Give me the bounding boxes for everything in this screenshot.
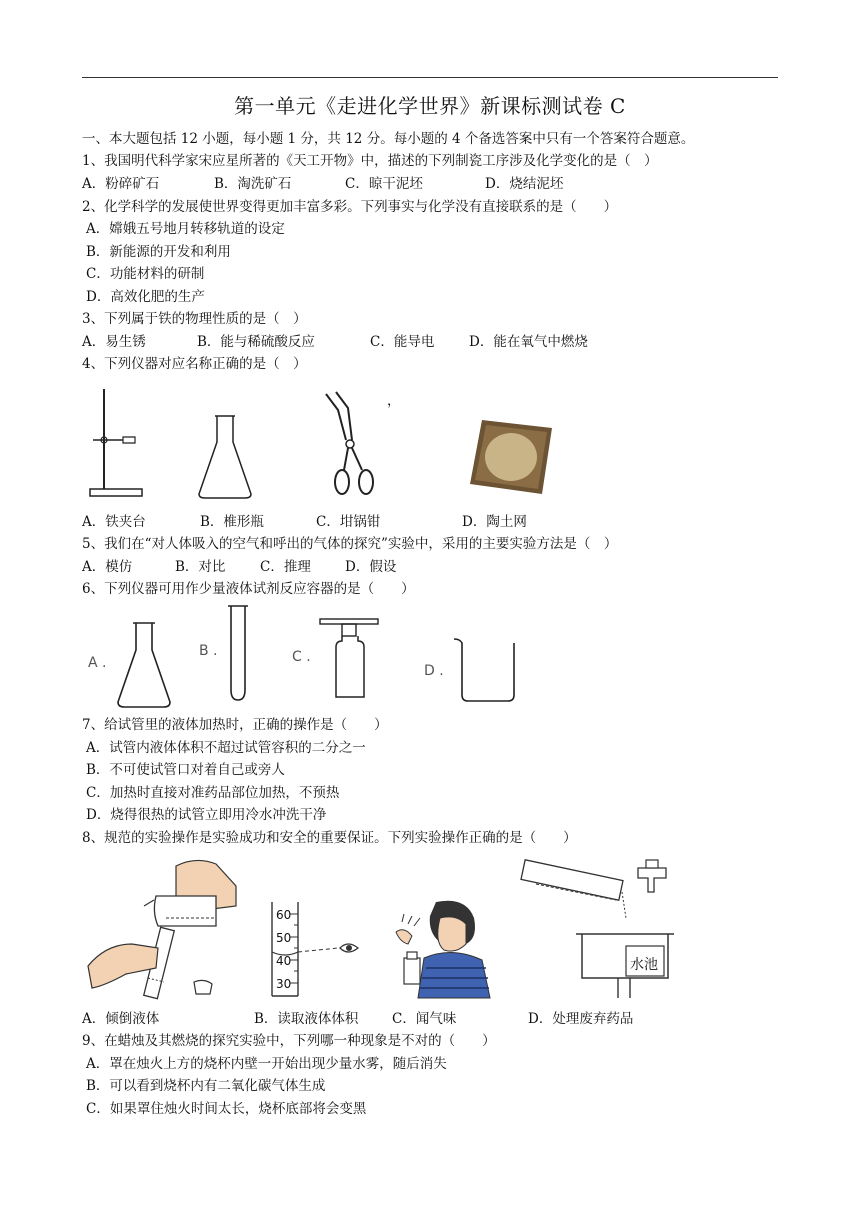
q1-option-b: B．淘洗矿石 — [214, 176, 292, 192]
q3-option-a: A．易生锈 — [82, 334, 146, 350]
q4-option-d: D．陶土网 — [462, 514, 527, 530]
q3-stem: 3、下列属于铁的物理性质的是（ ） — [82, 311, 307, 327]
q1-option-c: C．晾干泥坯 — [345, 176, 423, 192]
smelling-gas-figure — [382, 898, 492, 1000]
q2-stem: 2、化学科学的发展使世界变得更加丰富多彩。下列事实与化学没有直接联系的是（ ） — [82, 199, 618, 215]
q3-option-c: C．能导电 — [370, 334, 435, 350]
q4-stem: 4、下列仪器对应名称正确的是（ ） — [82, 356, 307, 372]
tick-60: 60 — [276, 908, 292, 922]
waste-disposal-figure — [518, 858, 678, 1004]
test-tube-figure — [225, 604, 251, 704]
q9-option-c: C．如果罩住烛火时间太长，烧杯底部将会变黑 — [86, 1101, 367, 1117]
q1-option-d: D．烧结泥坯 — [485, 176, 564, 192]
q2-option-b: B．新能源的开发和利用 — [86, 244, 231, 260]
ceramic-gauze-figure — [468, 418, 554, 496]
q9-option-a: A．罩在烛火上方的烧杯内壁一开始出现少量水雾，随后消失 — [86, 1056, 447, 1072]
tick-30: 30 — [276, 977, 292, 991]
q2-option-d: D．高效化肥的生产 — [86, 289, 205, 305]
q6-stem: 6、下列仪器可用作少量液体试剂反应容器的是（ ） — [82, 581, 415, 597]
q7-option-a: A．试管内液体体积不超过试管容积的二分之一 — [86, 740, 366, 756]
page-title: 第一单元《走进化学世界》新课标测试卷 C — [234, 94, 626, 118]
reagent-bottle-figure — [318, 617, 380, 699]
q3-option-d: D．能在氧气中燃烧 — [469, 334, 588, 350]
q8-option-b: B．读取液体体积 — [254, 1011, 359, 1027]
q6-label-a: A . — [88, 655, 107, 671]
pouring-liquid-figure — [86, 856, 246, 1006]
q4-stray-mark: ， — [387, 393, 401, 409]
beaker-figure — [450, 637, 520, 703]
tick-50: 50 — [276, 931, 292, 945]
section-instruction: 一、本大题包括 12 小题，每小题 1 分，共 12 分。每小题的 4 个备选答案中只有一个答案符合题意。 — [82, 131, 695, 147]
tick-40: 40 — [276, 954, 292, 968]
header-rule — [82, 77, 778, 78]
q9-option-b: B．可以看到烧杯内有二氧化碳气体生成 — [86, 1078, 326, 1094]
q5-option-a: A．模仿 — [82, 559, 133, 575]
q6-label-c: C . — [292, 649, 311, 665]
q3-option-b: B．能与稀硫酸反应 — [197, 334, 315, 350]
q7-option-d: D．烧得很热的试管立即用冷水冲洗干净 — [86, 807, 327, 823]
q6-label-d: D . — [424, 663, 444, 679]
q7-option-c: C．加热时直接对准药品部位加热，不预热 — [86, 785, 340, 801]
q5-option-c: C．推理 — [260, 559, 311, 575]
q1-option-a: A．粉碎矿石 — [82, 176, 160, 192]
q8-option-d: D．处理废弃药品 — [528, 1011, 634, 1027]
conical-flask-figure — [195, 412, 255, 500]
q2-option-a: A．嫦娥五号地月转移轨道的设定 — [86, 221, 285, 237]
q5-option-b: B．对比 — [175, 559, 226, 575]
q4-option-a: A．铁夹台 — [82, 514, 146, 530]
q4-option-c: C．坩锅钳 — [316, 514, 381, 530]
q7-stem: 7、给试管里的液体加热时，正确的操作是（ ） — [82, 717, 388, 733]
iron-stand-figure — [85, 385, 145, 500]
q5-stem: 5、我们在“对人体吸入的空气和呼出的气体的探究”实验中，采用的主要实验方法是（ ） — [82, 536, 618, 552]
q8-option-c: C．闻气味 — [392, 1011, 457, 1027]
q1-stem: 1、我国明代科学家宋应星所著的《天工开物》中，描述的下列制瓷工序涉及化学变化的是（ ） — [82, 153, 658, 169]
q9-stem: 9、在蜡烛及其燃烧的探究实验中，下列哪一种现象是不对的（ ） — [82, 1033, 496, 1049]
q5-option-d: D．假设 — [345, 559, 397, 575]
q8-option-a: A．倾倒液体 — [82, 1011, 160, 1027]
q2-option-c: C．功能材料的研制 — [86, 266, 205, 282]
q7-option-b: B．不可使试管口对着自己或旁人 — [86, 762, 285, 778]
crucible-tongs-figure — [318, 388, 388, 500]
q4-option-b: B．椎形瓶 — [200, 514, 264, 530]
flask-figure — [114, 620, 174, 710]
q6-label-b: B . — [199, 643, 218, 659]
q8-stem: 8、规范的实验操作是实验成功和安全的重要保证。下列实验操作正确的是（ ） — [82, 830, 577, 846]
sink-label: 水池 — [630, 957, 658, 973]
